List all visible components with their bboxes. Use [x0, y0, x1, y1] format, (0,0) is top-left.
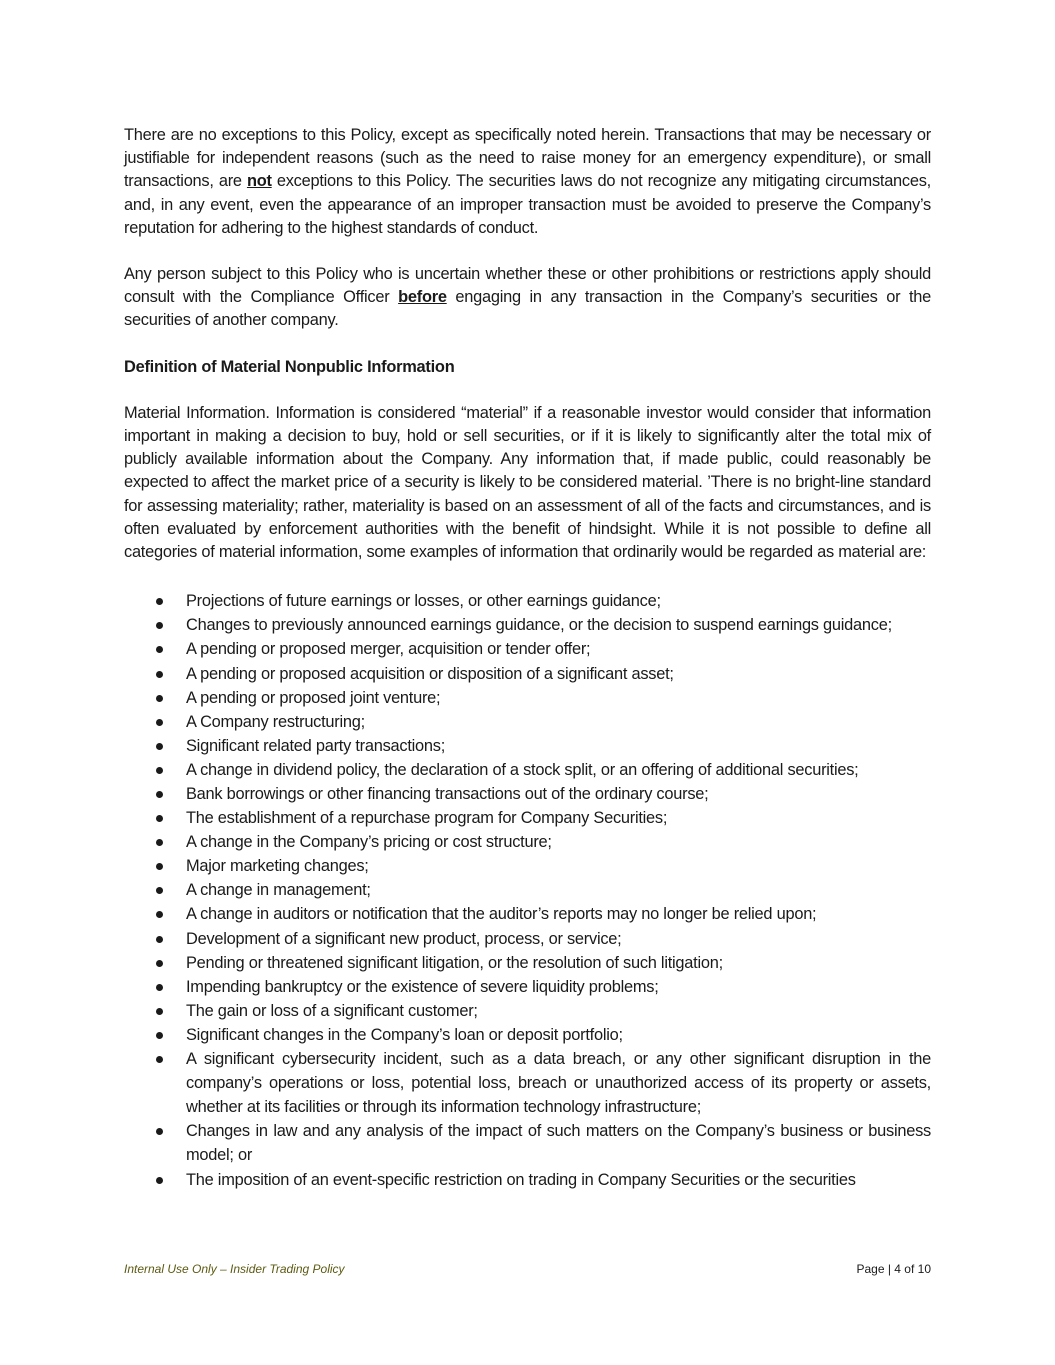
bullet-icon — [156, 887, 163, 894]
list-item-text: Major marketing changes; — [186, 857, 369, 876]
footer-document-label: Internal Use Only – Insider Trading Policy — [124, 1262, 345, 1276]
bullet-icon — [156, 1032, 163, 1039]
list-item-text: A pending or proposed acquisition or disposition of a significant asset; — [186, 664, 674, 683]
list-item-text: The gain or loss of a significant customer; — [186, 1001, 478, 1020]
list-item-text: The establishment of a repurchase program for Company Securities; — [186, 809, 668, 828]
bullet-icon — [156, 622, 163, 629]
list-item — [124, 830, 931, 854]
list-item-text: A change in management; — [186, 881, 371, 900]
consult-compliance-paragraph — [124, 263, 931, 333]
list-item-text: A pending or proposed joint venture; — [186, 688, 441, 707]
list-item — [124, 975, 931, 999]
bullet-icon — [156, 695, 163, 702]
list-item-text: A change in auditors or notification that the auditor’s reports may no longer be relied upon; — [186, 905, 817, 924]
list-item-text: Significant changes in the Company’s loan or deposit portfolio; — [186, 1025, 623, 1044]
list-item — [124, 710, 931, 734]
list-item — [124, 1119, 931, 1167]
list-item — [124, 951, 931, 975]
emphasis-before: before — [398, 288, 447, 307]
paragraph-text: Any person subject to this Policy who is uncertain whether these or other prohibitions or restrictions apply should consult with the Compliance Officer — [124, 265, 931, 307]
bullet-icon — [156, 767, 163, 774]
list-item-text: Pending or threatened significant litigation, or the resolution of such litigation; — [186, 953, 723, 972]
list-item-text: Impending bankruptcy or the existence of severe liquidity problems; — [186, 977, 659, 996]
bullet-icon — [156, 598, 163, 605]
bullet-icon — [156, 671, 163, 678]
list-item-text: A change in the Company’s pricing or cost structure; — [186, 833, 552, 852]
list-item — [124, 927, 931, 951]
list-item — [124, 662, 931, 686]
bullet-icon — [156, 791, 163, 798]
list-item — [124, 758, 931, 782]
bullet-icon — [156, 1177, 163, 1184]
bullet-icon — [156, 960, 163, 967]
list-item — [124, 854, 931, 878]
list-item — [124, 1023, 931, 1047]
material-examples-list — [124, 589, 931, 1191]
bullet-icon — [156, 815, 163, 822]
bullet-icon — [156, 743, 163, 750]
page-footer — [124, 1262, 931, 1280]
list-item-text: A pending or proposed merger, acquisition or tender offer; — [186, 640, 591, 659]
list-item-text: Bank borrowings or other financing transactions out of the ordinary course; — [186, 785, 709, 803]
list-item-text: A significant cybersecurity incident, such as a data breach, or any other significant disruption in the company’s operations or loss, potential loss, breach or unauthorized access of its property or assets, whether at its facilities or through its information technology infrastructure; — [186, 1050, 931, 1117]
bullet-icon — [156, 1128, 163, 1135]
list-item — [124, 734, 931, 758]
list-item — [124, 902, 931, 926]
list-item — [124, 1168, 931, 1192]
footer-page-number: Page | 4 of 10 — [856, 1262, 931, 1276]
bullet-icon — [156, 984, 163, 991]
list-item-text: Development of a significant new product, process, or service; — [186, 929, 622, 948]
list-item-text: A Company restructuring; — [186, 712, 365, 731]
bullet-icon — [156, 719, 163, 726]
list-item-text: Projections of future earnings or losses, or other earnings guidance; — [186, 592, 661, 611]
list-item — [124, 782, 931, 806]
material-information-paragraph: Material Information. Information is considered “material” if a reasonable investor would consider that information important in making a decision to buy, hold or sell securities, or if it is likely to significantly alter the total mix of publicly available information about the Company. Any information that, if made public, could reasonably be expected to affect the market price of a security is likely to be considered material. ’There is no bright-line standard for assessing materiality; rather, materiality is based on an assessment of all of the facts and circumstances, and is often evaluated by enforcement authorities with the benefit of hindsight. While it is not possible to define all categories of material information, some examples of information that ordinarily would be regarded as material are: — [124, 403, 931, 562]
bullet-icon — [156, 863, 163, 870]
paragraph-text: engaging in any transaction in the Company’s securities or the securities of another company. — [124, 288, 932, 330]
list-item-text: Changes to previously announced earnings guidance, or the decision to suspend earnings guidance; — [186, 616, 892, 635]
list-item-text: The imposition of an event-specific restriction on trading in Company Securities or the securities — [186, 1170, 856, 1189]
list-item-text: Changes in law and any analysis of the impact of such matters on the Company’s business or business model; or — [186, 1122, 931, 1165]
section-heading: Definition of Material Nonpublic Information — [124, 357, 455, 376]
paragraph-text: exceptions to this Policy. The securities laws do not recognize any mitigating circumstances, and, in any event, even the appearance of an improper transaction must be avoided to preserve the Company’s reputation for adhering to the highest standards of conduct. — [124, 172, 931, 237]
bullet-icon — [156, 646, 163, 653]
bullet-icon — [156, 936, 163, 943]
emphasis-not: not — [246, 172, 272, 191]
list-item — [124, 806, 931, 830]
list-item — [124, 878, 931, 902]
document-page — [124, 124, 931, 1192]
list-item — [124, 686, 931, 710]
bullet-icon — [156, 839, 163, 846]
list-item — [124, 999, 931, 1023]
list-item — [124, 613, 931, 637]
bullet-icon — [156, 911, 163, 918]
list-item — [124, 637, 931, 661]
no-exceptions-paragraph — [124, 124, 931, 240]
paragraph-text: There are no exceptions to this Policy, except as specifically noted herein. Transactions that may be necessary or justifiable for independent reasons (such as the need to raise money for an emergency expenditure), or small transactions, are — [124, 126, 931, 191]
bullet-icon — [156, 1056, 163, 1063]
list-item — [124, 1047, 931, 1119]
list-item-text: Significant related party transactions; — [186, 736, 446, 755]
list-item — [124, 589, 931, 613]
bullet-icon — [156, 1008, 163, 1015]
list-item-text: A change in dividend policy, the declaration of a stock split, or an offering of additional securities; — [186, 760, 859, 779]
